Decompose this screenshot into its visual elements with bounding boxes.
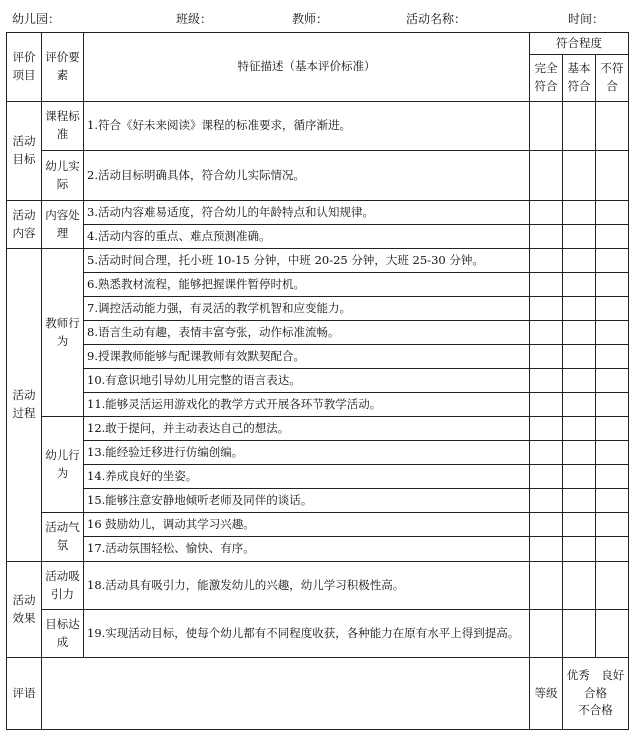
- table-row: [7, 151, 629, 201]
- header-element: 评价要素: [42, 33, 84, 102]
- check-not[interactable]: [596, 537, 629, 562]
- item-10: 10.有意识地引导幼儿用完整的语言表达。: [84, 369, 530, 393]
- grade-label: 等级: [530, 658, 563, 730]
- check-basic[interactable]: [563, 610, 596, 658]
- element-content-proc: 内容处理: [42, 201, 84, 249]
- check-full[interactable]: [530, 562, 563, 610]
- check-not[interactable]: [596, 151, 629, 201]
- item-2: 2.活动目标明确具体，符合幼儿实际情况。: [84, 151, 530, 201]
- grade-pass: 合格: [584, 685, 608, 700]
- teacher-label: 教师：: [292, 12, 329, 26]
- table-row: [7, 249, 629, 273]
- grade-excellent-good: 优秀 良好: [566, 667, 625, 682]
- header-item: 评价项目: [7, 33, 42, 102]
- activity-name-label: 活动名称：: [406, 12, 467, 26]
- element-goal-reach: 目标达成: [42, 610, 84, 658]
- table-row: [7, 393, 629, 417]
- check-not[interactable]: [596, 249, 629, 273]
- check-basic[interactable]: [563, 417, 596, 441]
- grade-fail: 不合格: [578, 703, 613, 718]
- check-not[interactable]: [596, 441, 629, 465]
- item-17: 17.活动氛围轻松、愉快、有序。: [84, 537, 530, 562]
- table-row: [7, 489, 629, 513]
- check-basic[interactable]: [563, 441, 596, 465]
- check-full[interactable]: [530, 273, 563, 297]
- form-header: [0, 4, 640, 30]
- class-label: 班级：: [176, 12, 213, 26]
- check-basic[interactable]: [563, 249, 596, 273]
- evaluation-table: [6, 32, 629, 730]
- table-row: [7, 321, 629, 345]
- check-basic[interactable]: [563, 151, 596, 201]
- header-description: 特征描述（基本评价标准）: [84, 33, 530, 102]
- check-basic[interactable]: [563, 321, 596, 345]
- check-not[interactable]: [596, 102, 629, 151]
- check-not[interactable]: [596, 513, 629, 537]
- check-basic[interactable]: [563, 345, 596, 369]
- element-child-actual: 幼儿实际: [42, 151, 84, 201]
- item-12: 12.敢于提问，并主动表达自己的想法。: [84, 417, 530, 441]
- element-child-beh: 幼儿行为: [42, 417, 84, 513]
- item-13: 13.能经验迁移进行仿编创编。: [84, 441, 530, 465]
- table-row: [7, 441, 629, 465]
- item-15: 15.能够注意安静地倾听老师及同伴的谈话。: [84, 489, 530, 513]
- kindergarten-label: 幼儿园：: [12, 12, 61, 26]
- check-full[interactable]: [530, 369, 563, 393]
- header-degree: 符合程度: [530, 33, 629, 55]
- item-3: 3.活动内容难易适度，符合幼儿的年龄特点和认知规律。: [84, 201, 530, 225]
- table-row: [7, 273, 629, 297]
- check-not[interactable]: [596, 610, 629, 658]
- check-not[interactable]: [596, 201, 629, 225]
- check-full[interactable]: [530, 225, 563, 249]
- header-basic: 基本符合: [563, 55, 596, 102]
- time-label: 时间：: [568, 12, 605, 26]
- table-row: [7, 345, 629, 369]
- check-basic[interactable]: [563, 393, 596, 417]
- item-11: 11.能够灵活运用游戏化的教学方式开展各环节教学活动。: [84, 393, 530, 417]
- check-basic[interactable]: [563, 465, 596, 489]
- item-6: 6.熟悉教材流程，能够把握课件暂停时机。: [84, 273, 530, 297]
- group-effect: 活动效果: [7, 562, 42, 658]
- check-not[interactable]: [596, 273, 629, 297]
- check-basic[interactable]: [563, 201, 596, 225]
- item-8: 8.语言生动有趣，表情丰富夸张，动作标准流畅。: [84, 321, 530, 345]
- check-basic[interactable]: [563, 102, 596, 151]
- check-basic[interactable]: [563, 225, 596, 249]
- header-full: 完全符合: [530, 55, 563, 102]
- item-16: 16 鼓励幼儿，调动其学习兴趣。: [84, 513, 530, 537]
- check-full[interactable]: [530, 393, 563, 417]
- table-row: [7, 465, 629, 489]
- table-row: [7, 610, 629, 658]
- item-19: 19.实现活动目标，使每个幼儿都有不同程度收获，各种能力在原有水平上得到提高。: [84, 610, 530, 658]
- check-not[interactable]: [596, 225, 629, 249]
- element-teacher-beh: 教师行为: [42, 249, 84, 417]
- item-1: 1.符合《好未来阅读》课程的标准要求，循序渐进。: [84, 102, 530, 151]
- check-full[interactable]: [530, 297, 563, 321]
- element-course-std: 课程标准: [42, 102, 84, 151]
- check-full[interactable]: [530, 201, 563, 225]
- group-process: 活动过程: [7, 249, 42, 562]
- check-full[interactable]: [530, 417, 563, 441]
- check-basic[interactable]: [563, 562, 596, 610]
- table-row: [7, 513, 629, 537]
- check-full[interactable]: [530, 513, 563, 537]
- comment-row: [7, 658, 629, 730]
- check-not[interactable]: [596, 321, 629, 345]
- check-full[interactable]: [530, 489, 563, 513]
- check-full[interactable]: [530, 465, 563, 489]
- item-7: 7.调控活动能力强，有灵活的教学机智和应变能力。: [84, 297, 530, 321]
- table-row: [7, 537, 629, 562]
- check-not[interactable]: [596, 369, 629, 393]
- check-basic[interactable]: [563, 273, 596, 297]
- table-row: [7, 297, 629, 321]
- check-full[interactable]: [530, 610, 563, 658]
- item-14: 14.养成良好的坐姿。: [84, 465, 530, 489]
- check-basic[interactable]: [563, 513, 596, 537]
- check-basic[interactable]: [563, 297, 596, 321]
- grade-options[interactable]: [563, 658, 629, 730]
- table-row: [7, 562, 629, 610]
- check-not[interactable]: [596, 297, 629, 321]
- check-full[interactable]: [530, 102, 563, 151]
- check-basic[interactable]: [563, 369, 596, 393]
- table-row: [7, 201, 629, 225]
- check-full[interactable]: [530, 537, 563, 562]
- item-5: 5.活动时间合理，托小班 10-15 分钟，中班 20-25 分钟，大班 25-30 分钟。: [84, 249, 530, 273]
- check-not[interactable]: [596, 562, 629, 610]
- check-full[interactable]: [530, 249, 563, 273]
- comment-label: 评语: [7, 658, 42, 730]
- check-not[interactable]: [596, 465, 629, 489]
- table-row: [7, 417, 629, 441]
- check-full[interactable]: [530, 151, 563, 201]
- table-row: [7, 225, 629, 249]
- item-18: 18.活动具有吸引力，能激发幼儿的兴趣，幼儿学习积极性高。: [84, 562, 530, 610]
- check-full[interactable]: [530, 321, 563, 345]
- comment-field[interactable]: [42, 658, 530, 730]
- element-attraction: 活动吸引力: [42, 562, 84, 610]
- item-9: 9.授课教师能够与配课教师有效默契配合。: [84, 345, 530, 369]
- check-not[interactable]: [596, 489, 629, 513]
- check-basic[interactable]: [563, 537, 596, 562]
- check-not[interactable]: [596, 393, 629, 417]
- header-not: 不符合: [596, 55, 629, 102]
- item-4: 4.活动内容的重点、难点预测准确。: [84, 225, 530, 249]
- group-content: 活动内容: [7, 201, 42, 249]
- table-row: [7, 369, 629, 393]
- check-basic[interactable]: [563, 489, 596, 513]
- check-not[interactable]: [596, 417, 629, 441]
- check-not[interactable]: [596, 345, 629, 369]
- check-full[interactable]: [530, 441, 563, 465]
- element-atmosphere: 活动气氛: [42, 513, 84, 562]
- group-goal: 活动目标: [7, 102, 42, 201]
- table-row: [7, 102, 629, 151]
- check-full[interactable]: [530, 345, 563, 369]
